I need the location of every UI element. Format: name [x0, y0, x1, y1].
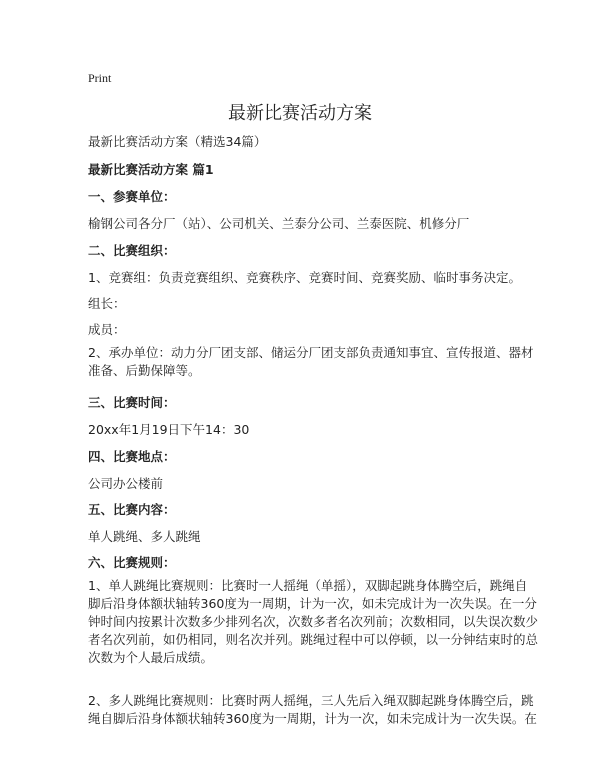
members-text: 成员：	[88, 322, 126, 337]
print-link[interactable]: Print	[88, 71, 112, 85]
organization-text: 1、竞赛组：负责竞赛组织、竞赛秩序、竞赛时间、竞赛奖励、临时事务决定。	[88, 270, 521, 285]
paragraph-line: 钟时间内按累计次数多少排列名次，次数多者名次列前；次数相同，以失误次数少	[88, 614, 539, 629]
location-text: 公司办公楼前	[88, 476, 164, 491]
paragraph-line: 次数为个人最后成绩。	[88, 650, 214, 665]
participants-text: 榆钢公司各分厂（站）、公司机关、兰泰分公司、兰泰医院、机修分厂	[88, 216, 470, 231]
rules-paragraph-1	[88, 577, 538, 667]
paragraph-line: 准备、后勤保障等。	[88, 363, 201, 378]
heading-content: 五、比赛内容：	[88, 502, 176, 517]
heading-location: 四、比赛地点：	[88, 449, 176, 464]
subtitle: 最新比赛活动方案（精选34篇）	[88, 134, 267, 149]
paragraph-line: 1、单人跳绳比赛规则：比赛时一人摇绳（单摇），双脚起跳身体腾空后，跳绳自	[88, 578, 528, 593]
paragraph-line: 者名次列前，如仍相同，则名次并列。跳绳过程中可以停顿，以一分钟结束时的总	[88, 632, 539, 647]
heading-participants: 一、参赛单位：	[88, 189, 176, 204]
leader-text: 组长：	[88, 296, 126, 311]
content-text: 单人跳绳、多人跳绳	[88, 529, 201, 544]
paragraph-line: 2、承办单位：动力分厂团支部、储运分厂团支部负责通知事宜、宣传报道、器材	[88, 345, 534, 360]
paragraph-line: 2、多人跳绳比赛规则：比赛时两人摇绳，三人先后入绳双脚起跳身体腾空后，跳	[88, 693, 534, 708]
time-text: 20xx年1月19日下午14：30	[88, 422, 250, 437]
paragraph-line: 绳自脚后沿身体额状轴转360度为一周期，计为一次，如未完成计为一次失误。在	[88, 711, 537, 726]
heading-time: 三、比赛时间：	[88, 395, 176, 410]
heading-rules: 六、比赛规则：	[88, 555, 176, 570]
host-paragraph	[88, 344, 533, 380]
paragraph-line: 脚后沿身体额状轴转360度为一周期，计为一次，如未完成计为一次失误。在一分	[88, 596, 537, 611]
section-heading: 最新比赛活动方案 篇1	[88, 162, 214, 177]
document-title: 最新比赛活动方案	[228, 103, 372, 124]
heading-organization: 二、比赛组织：	[88, 243, 176, 258]
rules-paragraph-2	[88, 692, 537, 728]
